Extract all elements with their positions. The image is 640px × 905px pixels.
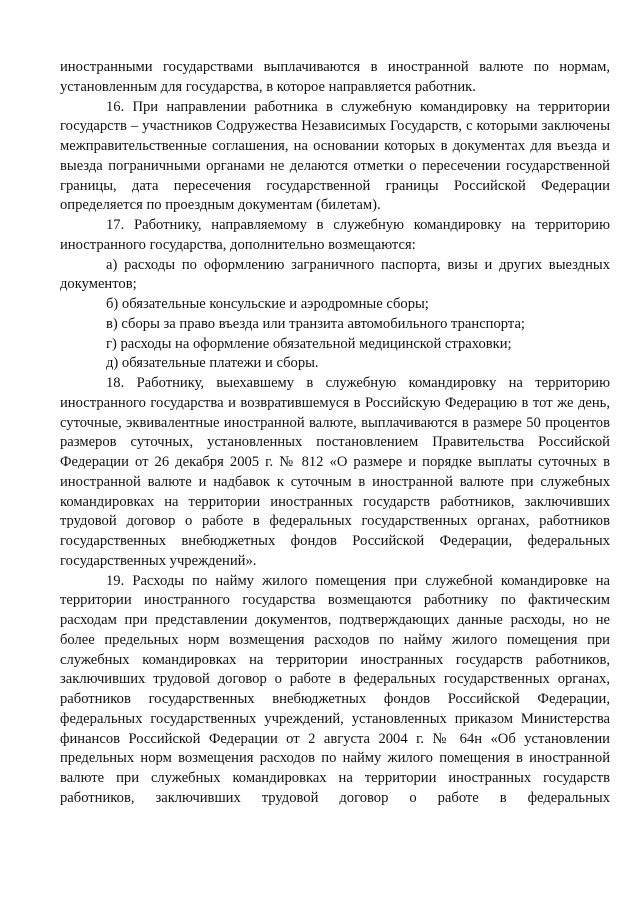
list-item-v: в) сборы за право въезда или транзита автомобильного транспорта; xyxy=(106,315,525,332)
list-item-d: д) обязательные платежи и сборы. xyxy=(106,355,319,372)
paragraph-17: 17. Работнику, направляемому в служебную командировку на территорию иностранного государства, дополнительно возмещаются: xyxy=(60,217,610,253)
list-item-a: а) расходы по оформлению заграничного паспорта, визы и других выездных документов; xyxy=(60,256,610,293)
paragraph-16: 16. При направлении работника в служебную командировку на территории государств – участников Содружества Независимых Государств, с которыми заключены межправительственные соглашения, на основании которых в документах для въезда и выезда пограничными органами не делаются отметки о пересечении государственной границы, дата пересечения государственной границы Российской Федерации определяется по проездным документам (билетам). xyxy=(60,98,610,214)
document-page xyxy=(60,58,610,809)
paragraph-19: 19. Расходы по найму жилого помещения при служебной командировке на территории иностранного государства возмещаются работнику по фактическим расходам при представлении документов, подтверждающих данные расходы, но не более предельных норм возмещения расходов по найму жилого помещения при служебных командировках на территории иностранных государств работников, заключивших трудовой договор о работе в федеральных государственных органах, работников государственных внебюджетных фондов Российской Федерации, федеральных государственных учреждений, установленных приказом Министерства финансов Российской Федерации от 2 августа 2004 г. № 64н «Об установлении предельных норм возмещения расходов по найму жилого помещения в иностранной валюте при служебных командировках на территории иностранных государств работников, заключивших трудовой договор о работе в федеральных xyxy=(60,572,610,806)
list-item-b: б) обязательные консульские и аэродромные сборы; xyxy=(106,296,429,312)
list-item-g: г) расходы на оформление обязательной медицинской страховки; xyxy=(106,335,512,352)
paragraph-continuation: иностранными государствами выплачиваются в иностранной валюте по нормам, установленным для государства, в которое направляется работник. xyxy=(60,59,610,95)
paragraph-18: 18. Работнику, выехавшему в служебную командировку на территорию иностранного государства и возвратившемуся в Российскую Федерацию в тот же день, суточные, эквивалентные иностранной валюте, выплачиваются в размере 50 процентов размеров суточных, установленных постановлением Правительства Российской Федерации от 26 декабря 2005 г. № 812 «О размере и порядке выплаты суточных в иностранной валюте и надбавок к суточным в иностранной валюте при служебных командировках на территории иностранных государств работников, заключивших трудовой договор о работе в федеральных государственных органах, работников государственных внебюджетных фондов Российской Федерации, федеральных государственных учреждений». xyxy=(60,375,610,569)
